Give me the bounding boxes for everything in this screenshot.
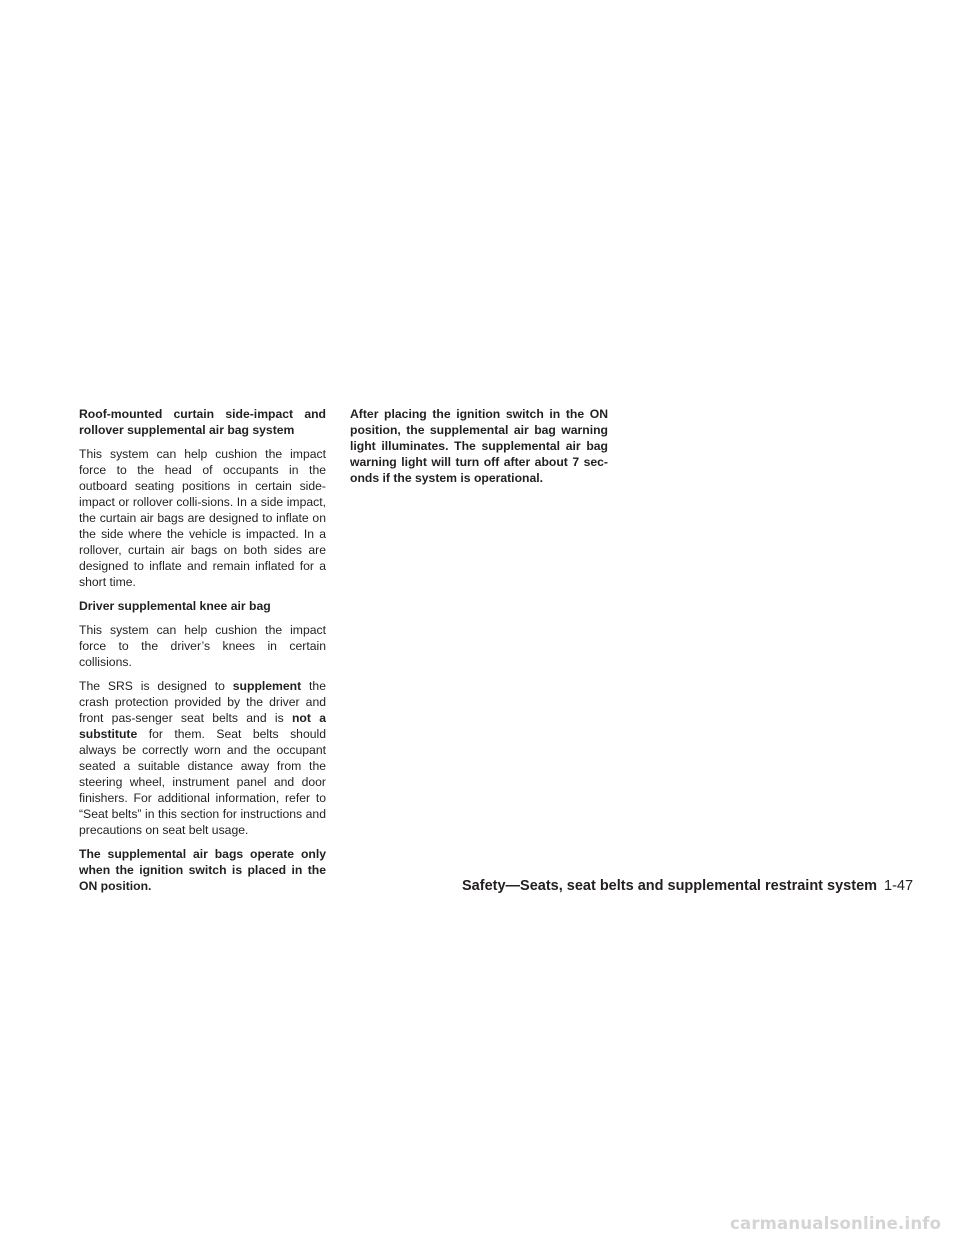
srs-text-part-2: the crash protection provided by the driver and front pas-senger seat belts and is — [79, 679, 326, 725]
srs-bold-not-a-substitute: not a substitute — [79, 711, 326, 741]
paragraph-curtain-air-bag: This system can help cushion the impact force to the head of occupants in the outboard seating positions in certain side-impact or rollover colli-sions. In a side impact, the curtain air bags are designed to inflate on the side where the vehicle is impacted. In a rollover, curtain air bags on both sides are designed to inflate and remain inflated for a short time. — [79, 447, 326, 589]
page-footer — [462, 876, 912, 896]
paragraph-warning-light: After placing the ignition switch in the ON position, the supplemental air bag warning light illuminates. The supplemental air bag warning light will turn off after about 7 sec-onds if the system is operational. — [350, 407, 608, 485]
paragraph-air-bags-operate: The supplemental air bags operate only when the ignition switch is placed in the ON position. — [79, 847, 326, 893]
paragraph-knee-air-bag: This system can help cushion the impact force to the driver’s knees in certain collisions. — [79, 623, 326, 669]
footer-section-title: Safety—Seats, seat belts and supplemental restraint system — [462, 878, 878, 894]
srs-text-part-1: The SRS is designed to — [79, 679, 233, 693]
section-heading-knee-air-bag: Driver supplemental knee air bag — [79, 599, 271, 613]
paragraph-srs-supplement — [79, 678, 326, 838]
footer-page-number: 1-47 — [884, 878, 914, 894]
srs-bold-supplement: supplement — [232, 679, 302, 693]
section-heading-curtain-air-bag: Roof-mounted curtain side-impact and rollover supplemental air bag system — [79, 407, 326, 437]
srs-text-part-3: for them. Seat belts should always be correctly worn and the occupant seated a suitable distance away from the steering wheel, instrument panel and door finishers. For additional information, refer to “Seat belts” in this section for instructions and precautions on seat belt usage. — [79, 727, 326, 837]
right-column — [350, 406, 608, 486]
left-column — [79, 406, 326, 894]
watermark: carmanualsonline.info — [730, 1214, 942, 1233]
